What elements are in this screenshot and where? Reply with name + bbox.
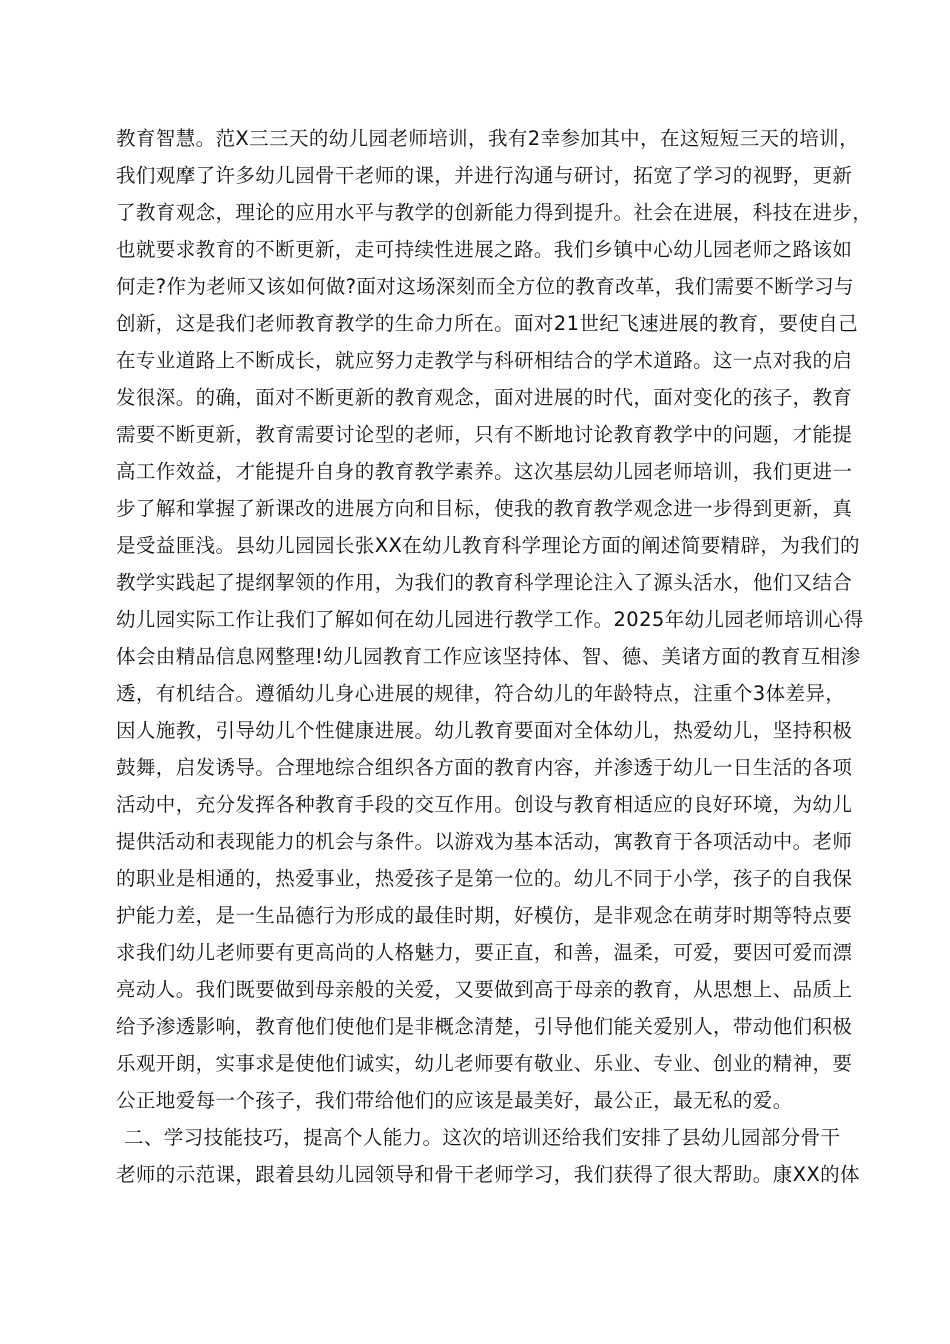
- text-line: 鼓舞，启发诱导。合理地综合组织各方面的教育内容，并渗透于幼儿一日生活的各项: [116, 756, 853, 779]
- text-line: 教育智慧。范X三三天的幼儿园老师培训，我有2幸参加其中，在这短短三天的培训，: [116, 127, 859, 150]
- text-line: 护能力差，是一生品德行为形成的最佳时期，好模仿，是非观念在萌芽时期等特点要: [116, 904, 853, 927]
- text-line: 老师的示范课，跟着县幼儿园领导和骨干老师学习，我们获得了很大帮助。康XX的体: [116, 1163, 860, 1186]
- text-line: 给予渗透影响，教育他们使他们是非概念清楚，引导他们能关爱别人，带动他们积极: [116, 1015, 853, 1038]
- text-line: 亮动人。我们既要做到母亲般的关爱，又要做到高于母亲的教育，从思想上、品质上: [116, 978, 853, 1001]
- text-line: 步了解和掌握了新课改的进展方向和目标，使我的教育教学观念进一步得到更新，真: [116, 497, 853, 520]
- text-line: 发很深。的确，面对不断更新的教育观念，面对进展的时代，面对变化的孩子，教育: [116, 386, 853, 409]
- text-line: 因人施教，引导幼儿个性健康进展。幼儿教育要面对全体幼儿，热爱幼儿，坚持积极: [116, 719, 853, 742]
- text-line: 的职业是相通的，热爱事业，热爱孩子是第一位的。幼儿不同于小学，孩子的自我保: [116, 867, 853, 890]
- text-line: 乐观开朗，实事求是使他们诚实，幼儿老师要有敬业、乐业、专业、创业的精神，要: [116, 1052, 853, 1075]
- text-line: 高工作效益，才能提升自身的教育教学素养。这次基层幼儿园老师培训，我们更进一: [116, 460, 853, 483]
- text-line: 创新，这是我们老师教育教学的生命力所在。面对21世纪飞速进展的教育，要使自己: [116, 312, 859, 335]
- text-line: 提供活动和表现能力的机会与条件。以游戏为基本活动，寓教育于各项活动中。老师: [116, 830, 853, 853]
- text-line: 在专业道路上不断成长，就应努力走教学与科研相结合的学术道路。这一点对我的启: [116, 349, 853, 372]
- paragraph-end-line: 公正地爱每一个孩子，我们带给他们的应该是最美好，最公正，最无私的爱。: [116, 1089, 793, 1112]
- text-line: 也就要求教育的不断更新，走可持续性进展之路。我们乡镇中心幼儿园老师之路该如: [116, 238, 853, 261]
- text-line: 需要不断更新，教育需要讨论型的老师，只有不断地讨论教育教学中的问题，才能提: [116, 423, 853, 446]
- text-line: 我们观摩了许多幼儿园骨干老师的课，并进行沟通与研讨，拓宽了学习的视野，更新: [116, 164, 853, 187]
- text-line: 求我们幼儿老师要有更高尚的人格魅力，要正直，和善，温柔，可爱，要因可爱而漂: [116, 941, 853, 964]
- text-line: 教学实践起了提纲挈领的作用，为我们的教育科学理论注入了源头活水，他们又结合: [116, 571, 853, 594]
- text-line: 是受益匪浅。县幼儿园园长张XX在幼儿教育科学理论方面的阐述简要精辟，为我们的: [116, 534, 860, 557]
- text-line: 何走?作为老师又该如何做?面对这场深刻而全方位的教育改革，我们需要不断学习与: [116, 275, 854, 298]
- text-line: 了教育观念，理论的应用水平与教学的创新能力得到提升。社会在进展，科技在进步，: [116, 201, 873, 224]
- text-line: 透，有机结合。遵循幼儿身心进展的规律，符合幼儿的年龄特点，注重个3体差异，: [116, 682, 846, 705]
- text-line: 幼儿园实际工作让我们了解如何在幼儿园进行教学工作。2025年幼儿园老师培训心得: [116, 608, 864, 631]
- section-heading-line: 二、学习技能技巧，提高个人能力。这次的培训还给我们安排了县幼儿园部分骨干: [124, 1126, 841, 1149]
- text-line: 体会由精品信息网整理!幼儿园教育工作应该坚持体、智、德、美诸方面的教育互相渗: [116, 645, 861, 668]
- document-body: [116, 120, 873, 1193]
- text-line: 活动中，充分发挥各种教育手段的交互作用。创设与教育相适应的良好环境，为幼儿: [116, 793, 853, 816]
